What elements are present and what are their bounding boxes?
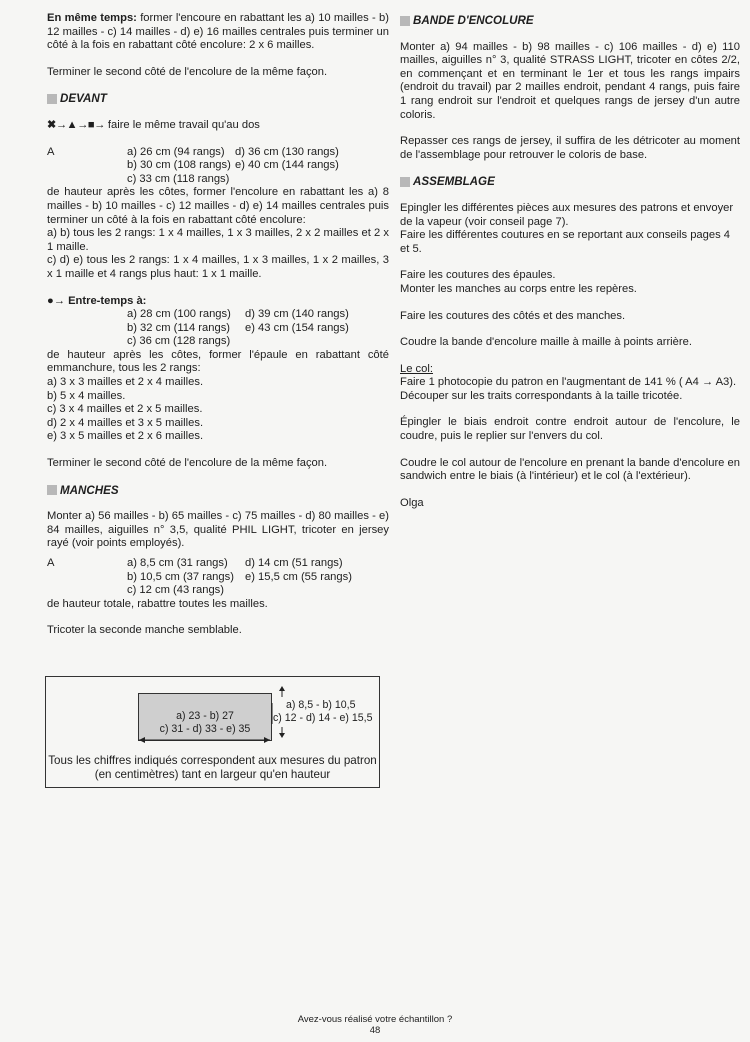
height-labels <box>273 699 373 724</box>
section-devant-title: DEVANT <box>60 92 107 106</box>
measure-cell: a) 26 cm (94 rangs) <box>127 145 225 158</box>
signature: Olga <box>400 496 424 509</box>
measure-cell: a) 8,5 cm (31 rangs) <box>127 557 228 569</box>
height-label-1: a) 8,5 - b) 10,5 <box>286 699 356 711</box>
measure-cell: c) 33 cm (118 rangs) <box>127 172 230 185</box>
assemblage-paragraph-4: Monter les manches au corps entre les repères. <box>400 282 637 295</box>
pattern-diagram <box>45 676 380 788</box>
measure-cell: d) 39 cm (140 rangs) <box>245 308 349 321</box>
intro-text: former l'encoure en rabattant les a) 10 mailles - b) 12 mailles - c) 14 mailles - d) e) 16 mailles centrales puis terminer un côté à la fois en rabattant côté encolure: 2 x 6 mailles. <box>47 12 389 52</box>
measure-a-label: A <box>47 557 55 569</box>
measure-cell: b) 30 cm (108 rangs) <box>127 159 231 172</box>
list-item: b) 5 x 4 mailles. <box>47 389 126 402</box>
width-label-2: c) 31 - d) 33 - e) 35 <box>159 723 251 735</box>
list-item: a) 3 x 3 mailles et 2 x 4 mailles. <box>47 376 204 389</box>
list-item: c) 3 x 4 mailles et 2 x 5 mailles. <box>47 403 203 416</box>
measure-cell: e) 40 cm (144 rangs) <box>235 159 339 172</box>
section-devant-heading <box>47 92 389 106</box>
section-assemblage-title: ASSEMBLAGE <box>413 175 495 189</box>
assemblage-paragraph-2: Faire les différentes coutures en se reportant aux conseils pages 4 et 5. <box>400 229 731 255</box>
measure-cell: c) 36 cm (128 rangs) <box>127 335 231 348</box>
measure-cell: d) 14 cm (51 rangs) <box>245 557 343 569</box>
section-bande-heading <box>400 14 740 28</box>
devant-measures-table <box>47 146 389 187</box>
assemblage-paragraph-1: Epingler les différentes pièces aux mesures des patrons et envoyer de la vapeur (voir conseil page 7). <box>400 201 734 228</box>
measure-a-label: A <box>47 145 55 158</box>
diagram-note: Tous les chiffres indiqués correspondent aux mesures du patron (en centimètres) tant en largeur qu'en hauteur <box>48 754 377 781</box>
section-square-icon <box>47 485 57 495</box>
measure-cell: e) 15,5 cm (55 rangs) <box>245 570 352 583</box>
intro-label: En même temps: <box>47 12 137 24</box>
devant-paragraph-3: c) d) e) tous les 2 rangs: 1 x 4 mailles, 1 x 3 mailles, 1 x 2 mailles, 3 x 1 maille et 4 rangs plus haut: 1 x 1 maille. <box>47 254 389 280</box>
section-square-icon <box>47 94 57 104</box>
section-square-icon <box>400 177 410 187</box>
assemblage-paragraph-5: Faire les coutures des côtés et des manches. <box>400 309 626 322</box>
intro-end: Terminer le second côté de l'encolure de la même façon. <box>47 65 328 78</box>
entre-measures-table <box>47 308 389 349</box>
bande-paragraph-2: Repasser ces rangs de jersey, il suffira de les détricoter au moment de l'assemblage pour retrouver le coloris de base. <box>400 135 740 161</box>
width-label-1: a) 23 - b) 27 <box>176 710 234 722</box>
devant-symbols-text: faire le même travail qu'au dos <box>107 118 260 131</box>
manches-measures-table <box>47 557 389 598</box>
measure-cell: b) 32 cm (114 rangs) <box>127 321 231 334</box>
list-item: d) 2 x 4 mailles et 3 x 5 mailles. <box>47 416 204 429</box>
measure-cell: e) 43 cm (154 rangs) <box>245 321 349 334</box>
measure-cell: c) 12 cm (43 rangs) <box>127 584 224 597</box>
bande-paragraph-1: Monter a) 94 mailles - b) 98 mailles - c) 106 mailles - d) e) 110 mailles, aiguilles n° 3, qualité STRASS LIGHT, tricoter en côtes 2/2, en commençant et en terminant le 1er et tous les rangs impairs (endroit du travail) par 2 mailles endroit, pendant 4 rangs, puis faire 1 rang endroit sur l'endroit et quelques rangs de jersey d'un autre coloris. <box>400 40 740 121</box>
assemblage-paragraph-3: Faire les coutures des épaules. <box>400 269 556 282</box>
devant-paragraph-1: de hauteur après les côtes, former l'encolure en rabattant les a) 8 mailles - b) 10 mailles - c) 12 mailles - d) e) 14 mailles centrales puis terminer un côté à la fois en rabattant côté encolure: <box>47 186 389 226</box>
assemblage-paragraph-10: Coudre le col autour de l'encolure en prenant la bande d'encolure en sandwich entre le biais (à l'intérieur) et le col (à l'extérieur). <box>400 456 740 483</box>
height-label-2: c) 12 - d) 14 - e) 15,5 <box>273 711 373 724</box>
devant-paragraph-2: a) b) tous les 2 rangs: 1 x 4 mailles, 1 x 3 mailles, 2 x 2 mailles et 2 x 1 maille. <box>47 227 389 253</box>
dot-arrow-icon: ●→ <box>47 294 65 307</box>
left-column <box>47 12 389 638</box>
assemblage-paragraph-6: Coudre la bande d'encolure maille à maille à points arrière. <box>400 336 692 349</box>
list-item: e) 3 x 5 mailles et 2 x 6 mailles. <box>47 430 204 443</box>
page-number: 48 <box>369 1025 381 1036</box>
measure-cell: d) 36 cm (130 rangs) <box>235 145 339 158</box>
assemblage-paragraph-8: Découper sur les traits correspondants à la taille tricotée. <box>400 389 683 402</box>
manches-paragraph-1: Monter a) 56 mailles - b) 65 mailles - c) 75 mailles - d) 80 mailles - e) 84 mailles, aiguilles n° 3,5, qualité PHIL LIGHT, tricoter en jersey rayé (voir points employés). <box>47 510 389 550</box>
intro-paragraph <box>47 12 389 53</box>
section-manches-title: MANCHES <box>60 483 119 497</box>
devant-end: Terminer le second côté de l'encolure de la même façon. <box>47 457 328 470</box>
devant-paragraph-4: de hauteur après les côtes, former l'épaule en rabattant côté emmanchure, tous les 2 rangs: <box>47 348 389 375</box>
right-column <box>400 14 740 510</box>
cross-triangle-square-icon: ✖→▲→■→ <box>47 118 105 131</box>
devant-symbols-line <box>47 119 389 133</box>
assemblage-paragraph-9: Épingler le biais endroit contre endroit autour de l'encolure, le coudre, puis le replier sur l'envers du col. <box>400 416 740 443</box>
footer-question: Avez-vous réalisé votre échantillon ? <box>297 1014 453 1025</box>
assemblage-paragraph-7: Faire 1 photocopie du patron en l'augmentant de 141 % ( A4 → A3). <box>400 376 737 389</box>
manches-paragraph-3: Tricoter la seconde manche semblable. <box>47 624 242 637</box>
section-manches-heading <box>47 484 389 498</box>
manches-paragraph-2: de hauteur totale, rabattre toutes les mailles. <box>47 597 268 610</box>
section-square-icon <box>400 16 410 26</box>
section-assemblage-heading <box>400 175 740 189</box>
section-bande-title: BANDE D'ENCOLURE <box>413 14 534 27</box>
col-label: Le col: <box>400 362 433 375</box>
entre-temps-line <box>47 295 389 309</box>
measure-cell: a) 28 cm (100 rangs) <box>127 308 231 321</box>
measure-cell: b) 10,5 cm (37 rangs) <box>127 570 234 583</box>
entre-temps-label: Entre-temps à: <box>68 294 147 307</box>
